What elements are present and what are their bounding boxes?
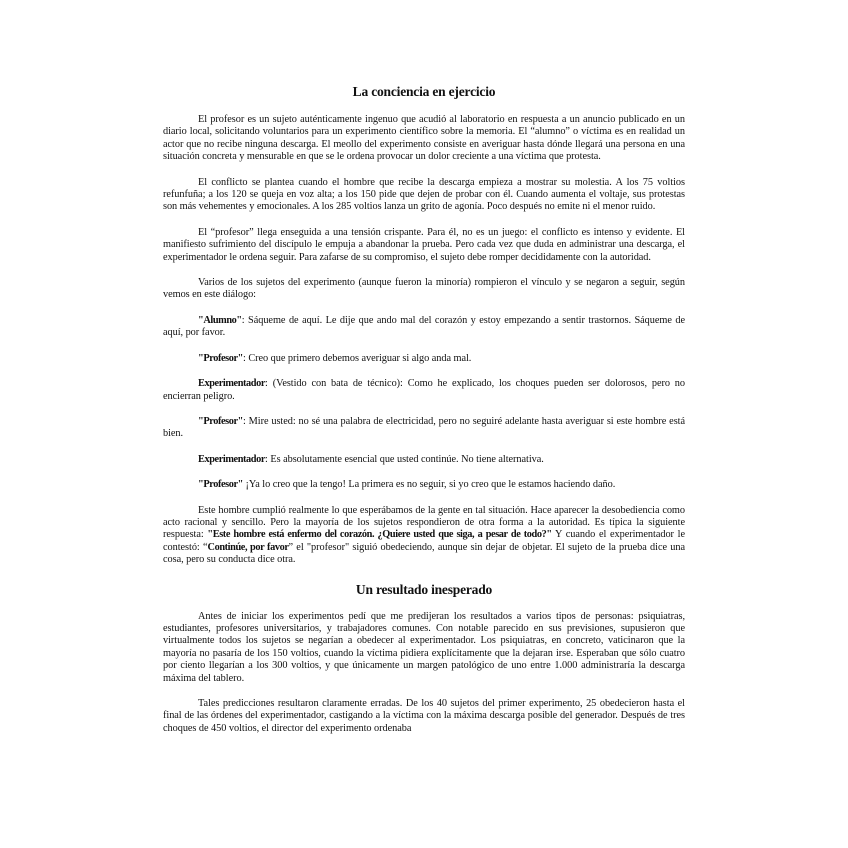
dialogue-text: : Mire usted: no sé una palabra de electricidad, pero no seguiré adelante hasta averiguar si este hombre está bien. (163, 415, 685, 440)
dialogue-line (163, 315, 685, 340)
paragraph-text: Este hombre cumplió realmente lo que esperábamos de la gente en tal situación. Hace aparecer la desobediencia como acto racional y sencillo. Pero la mayoría de los sujetos respondieron de otra forma a la autoridad. Es típica la siguiente respuesta: (163, 504, 685, 541)
dialogue-speaker: "Profesor" (198, 479, 243, 491)
paragraph (163, 505, 685, 567)
document-page (163, 84, 685, 748)
paragraph: El conflicto se plantea cuando el hombre que recibe la descarga empieza a mostrar su molestia. A los 75 voltios refunfuña; a los 120 se queja en voz alta; a los 150 pide que dejen de probar con él. Cuando aumenta el voltaje, sus protestas son más vehementes y emocionales. A los 285 voltios lanza un grito de agonía. Poco después no emite ni el menor ruido. (163, 176, 685, 213)
dialogue-line (163, 416, 685, 441)
dialogue-text: : Creo que primero debemos averiguar si algo anda mal. (242, 352, 472, 364)
dialogue-text: : Es absolutamente esencial que usted continúe. No tiene alternativa. (265, 453, 544, 465)
dialogue-line (163, 378, 685, 403)
paragraph: Antes de iniciar los experimentos pedí que me predijeran los resultados a varios tipos de personas: psiquiatras, estudiantes, profesores universitarios, y trabajadores comunes. Con notable parecido en sus previsiones, supusieron que virtualmente todos los sujetos se negarían a obedecer al experimentador. Los psiquiatras, en concreto, vaticinaron que la mayoría no pasaría de los 150 voltios, cuando la víctima pidiera explícitamente que la dejaran irse. Esperaban que sólo cuatro por ciento llegarían a los 300 voltios, y que únicamente un margen patológico de uno entre 1.000 administraría la descarga máxima del tablero. (163, 610, 685, 684)
quote-bold: "Este hombre está enfermo del corazón. ¿Quiere usted que siga, a pesar de todo?" (207, 529, 552, 541)
paragraph-text: Y cuando el experimentador le contestó: “ (163, 529, 685, 553)
quote-bold: Continúe, por favor (207, 541, 289, 553)
dialogue-text: : Sáqueme de aquí. Le dije que ando mal del corazón y estoy empezando a sentir trastornos. Sáqueme de aquí, por favor. (163, 314, 685, 339)
dialogue-speaker: Experimentador (198, 378, 266, 390)
paragraph: Varios de los sujetos del experimento (aunque fueron la minoría) rompieron el vínculo y se negaron a seguir, según vemos en este diálogo: (163, 277, 685, 301)
section-title-resultado: Un resultado inesperado (355, 581, 493, 597)
dialogue-text: : (Vestido con bata de técnico): Como he explicado, los choques pueden ser dolorosos, pero no encierran peligro. (163, 378, 685, 402)
dialogue-line (163, 479, 685, 491)
dialogue-speaker: Experimentador (198, 453, 266, 465)
paragraph: El profesor es un sujeto auténticamente ingenuo que acudió al laboratorio en respuesta a un anuncio publicado en un diario local, solicitando voluntarios para un experimento científico sobre la memoria. El “alumno” o víctima es en realidad un actor que no recibe ninguna descarga. El meollo del experimento consiste en averiguar hasta dónde llegará una persona en una situación concreta y mensurable en que se le ordena provocar un dolor creciente a una víctima que protesta. (163, 114, 685, 163)
section-title-conciencia: La conciencia en ejercicio (352, 84, 496, 99)
paragraph-text: ” el "profesor" siguió obedeciendo, aunque sin dejar de objetar. El sujeto de la prueba dice una cosa, pero su conducta dice otra. (163, 541, 685, 566)
paragraph: Tales predicciones resultaron claramente erradas. De los 40 sujetos del primer experimento, 25 obedecieron hasta el final de las órdenes del experimentador, castigando a la víctima con la máxima descarga posible del generador. Después de tres choques de 450 voltios, el director del experimento ordenaba (163, 698, 685, 734)
dialogue-speaker: "Profesor" (198, 415, 243, 427)
dialogue-line (163, 454, 685, 466)
dialogue-speaker: "Profesor" (198, 352, 243, 364)
dialogue-text: ¡Ya lo creo que la tengo! La primera es no seguir, si yo creo que le estamos haciendo daño. (242, 479, 616, 491)
dialogue-line (163, 353, 685, 365)
paragraph: El “profesor” llega enseguida a una tensión crispante. Para él, no es un juego: el conflicto es intenso y evidente. El manifiesto sufrimiento del discípulo le empuja a abandonar la prueba. Pero cada vez que duda en administrar una descarga, el experimentador le ordena seguir. Para zafarse de su compromiso, el sujeto debe romper decididamente con la autoridad. (163, 226, 685, 263)
dialogue-speaker: "Alumno" (198, 314, 242, 326)
